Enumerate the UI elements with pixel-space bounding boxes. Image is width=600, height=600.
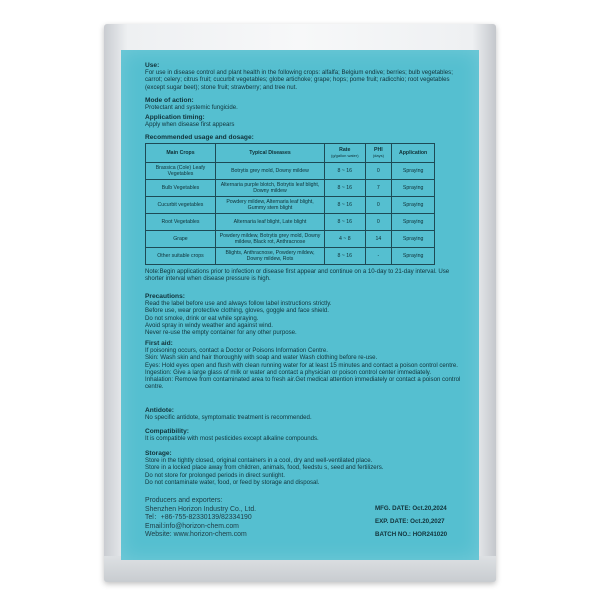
application-cell: Spraying — [392, 163, 435, 180]
precaution-line: Never re-use the empty container for any other purpose. — [145, 329, 297, 337]
precautions-section — [145, 293, 467, 336]
note-section — [145, 268, 467, 282]
dates-block — [375, 502, 475, 541]
header-phi-label: PHI — [374, 147, 383, 153]
table-row — [146, 180, 435, 197]
mode-of-action-text: Protectant and systemic fungicide. — [145, 104, 238, 112]
disease-cell: Powdery mildew, Botrytis grey mold, Downy mildew, Black rot, Anthracnose — [215, 231, 324, 248]
crop-cell: Cucurbit vegetables — [146, 197, 216, 214]
application-cell: Spraying — [392, 197, 435, 214]
table-row — [146, 163, 435, 180]
header-phi-unit: (days) — [372, 153, 384, 158]
header-application: Application — [392, 144, 435, 163]
producer-website: Website: www.horizon-chem.com — [145, 531, 247, 539]
producer-email: Email:info@horizon-chem.com — [145, 522, 239, 530]
crop-cell: Brassica (Cole) Leafy Vegetables — [146, 163, 216, 180]
compatibility-heading: Compatibility: — [145, 428, 189, 435]
rate-cell: 8 ~ 16 — [325, 163, 365, 180]
application-timing-text: Apply when disease first appears — [145, 121, 235, 129]
mode-of-action-heading: Mode of action: — [145, 97, 194, 104]
header-rate-label: Rate — [339, 147, 351, 153]
storage-heading: Storage: — [145, 450, 172, 457]
producer-company: Shenzhen Horizon Industry Co., Ltd. — [145, 505, 257, 513]
compatibility-text: It is compatible with most pesticides except alkaline compounds. — [145, 435, 319, 443]
dosage-heading: Recommended usage and dosage: — [145, 134, 254, 141]
rate-cell: 8 ~ 16 — [325, 248, 365, 265]
storage-section — [145, 450, 467, 486]
precaution-line: Do not smoke, drink or eat while spraying. — [145, 314, 259, 322]
application-timing-heading: Application timing: — [145, 114, 205, 121]
mfg-date: MFG. DATE: Oct.20,2024 — [375, 505, 447, 512]
use-section — [145, 62, 467, 91]
storage-line: Store in the tightly closed, original containers in a cool, dry and well-ventilated place. — [145, 457, 373, 465]
producer-block — [145, 497, 345, 540]
rate-cell: 8 ~ 16 — [325, 214, 365, 231]
first-aid-heading: First aid: — [145, 340, 173, 347]
header-typical-diseases: Typical Diseases — [215, 144, 324, 163]
table-row — [146, 214, 435, 231]
precaution-line: Read the label before use and always follow label instructions strictly. — [145, 300, 332, 308]
first-aid-line: If poisoning occurs, contact a Doctor or Poisons Information Centre. — [145, 347, 328, 355]
table-row — [146, 231, 435, 248]
header-rate — [325, 144, 365, 163]
dosage-section — [145, 134, 467, 141]
crop-cell: Bulb Vegetables — [146, 180, 216, 197]
crop-cell: Grape — [146, 231, 216, 248]
application-cell: Spraying — [392, 248, 435, 265]
exp-date: EXP. DATE: Oct.20,2027 — [375, 518, 445, 525]
application-cell: Spraying — [392, 231, 435, 248]
rate-cell: 4 ~ 8 — [325, 231, 365, 248]
dosage-table-header — [146, 144, 435, 163]
disease-cell: Botrytis grey mold, Downy mildew — [215, 163, 324, 180]
compatibility-section — [145, 428, 467, 442]
rate-cell: 8 ~ 16 — [325, 180, 365, 197]
first-aid-line: Inhalation: Remove from contaminated area to fresh air.Get medical attention immediately or contact a poison control centre. — [145, 376, 461, 391]
application-timing-section — [145, 114, 467, 128]
phi-cell: 14 — [365, 231, 392, 248]
phi-cell: 0 — [365, 214, 392, 231]
note-text: Note:Begin applications prior to infection or disease first appear and continue on a 10-day to 21-day interval. Use shorter interval when disease pressure is high. — [145, 268, 450, 283]
use-text: For use in disease control and plant health in the following crops: alfalfa; Belgium endive; berries; bulb vegetables; carrot; celery; citrus fruit; cucurbit vegetables; globe artichoke; grape; hops; pome fruit; radicchio; root vegetables (except sugar beet); stone fruit; strawberry; and tree nut. — [145, 69, 453, 91]
phi-cell: - — [365, 248, 392, 265]
crop-cell: Other suitable crops — [146, 248, 216, 265]
precaution-line: Avoid spray in windy weather and against wind. — [145, 321, 273, 329]
use-heading: Use: — [145, 62, 160, 69]
precaution-line: Before use, wear protective clothing, gloves, goggle and face shield. — [145, 307, 329, 315]
mode-of-action-section — [145, 97, 467, 111]
batch-number: BATCH NO.: HOR241020 — [375, 531, 448, 538]
disease-cell: Blights, Anthracnose, Powdery mildew, Downy mildew, Rots — [215, 248, 324, 265]
first-aid-line: Eyes: Hold eyes open and flush with clean running water for at least 15 minutes and contact a poison control centre. — [145, 361, 458, 369]
antidote-text: No specific antidote, symptomatic treatment is recommended. — [145, 414, 312, 422]
antidote-heading: Antidote: — [145, 407, 174, 414]
rate-cell: 8 ~ 16 — [325, 197, 365, 214]
first-aid-line: Skin: Wash skin and hair thoroughly with soap and water Wash clothing before re-use. — [145, 354, 378, 362]
table-row — [146, 197, 435, 214]
table-row — [146, 248, 435, 265]
disease-cell: Alternaria purple blotch, Botrytis leaf blight, Downy mildew — [215, 180, 324, 197]
disease-cell: Alternaria leaf blight, Late blight — [215, 214, 324, 231]
antidote-section — [145, 407, 467, 421]
storage-line: Do not store for prolonged periods in direct sunlight. — [145, 471, 285, 479]
disease-cell: Powdery mildew, Alternaria leaf blight, Gummy stem blight — [215, 197, 324, 214]
application-cell: Spraying — [392, 180, 435, 197]
header-rate-unit: (g/gallon water) — [330, 153, 359, 158]
storage-line: Do not contaminate water, food, or feed by storage and disposal. — [145, 478, 320, 486]
header-main-crops: Main Crops — [146, 144, 216, 163]
first-aid-line: Ingestion: Give a large glass of milk or water and contact a physician or poison control center immediately. — [145, 368, 432, 376]
precautions-heading: Precautions: — [145, 293, 185, 300]
phi-cell: 0 — [365, 163, 392, 180]
dosage-table — [145, 143, 435, 265]
storage-line: Store in a locked place away from children, animals, food, feedstu s, seed and fertilizers. — [145, 464, 384, 472]
phi-cell: 7 — [365, 180, 392, 197]
producer-tel: Tel：+86-755-82330139/82334190 — [145, 514, 252, 522]
header-phi — [365, 144, 392, 163]
application-cell: Spraying — [392, 214, 435, 231]
crop-cell: Root Vegetables — [146, 214, 216, 231]
producer-heading: Producers and exporters: — [145, 497, 223, 504]
phi-cell: 0 — [365, 197, 392, 214]
first-aid-section — [145, 340, 467, 390]
